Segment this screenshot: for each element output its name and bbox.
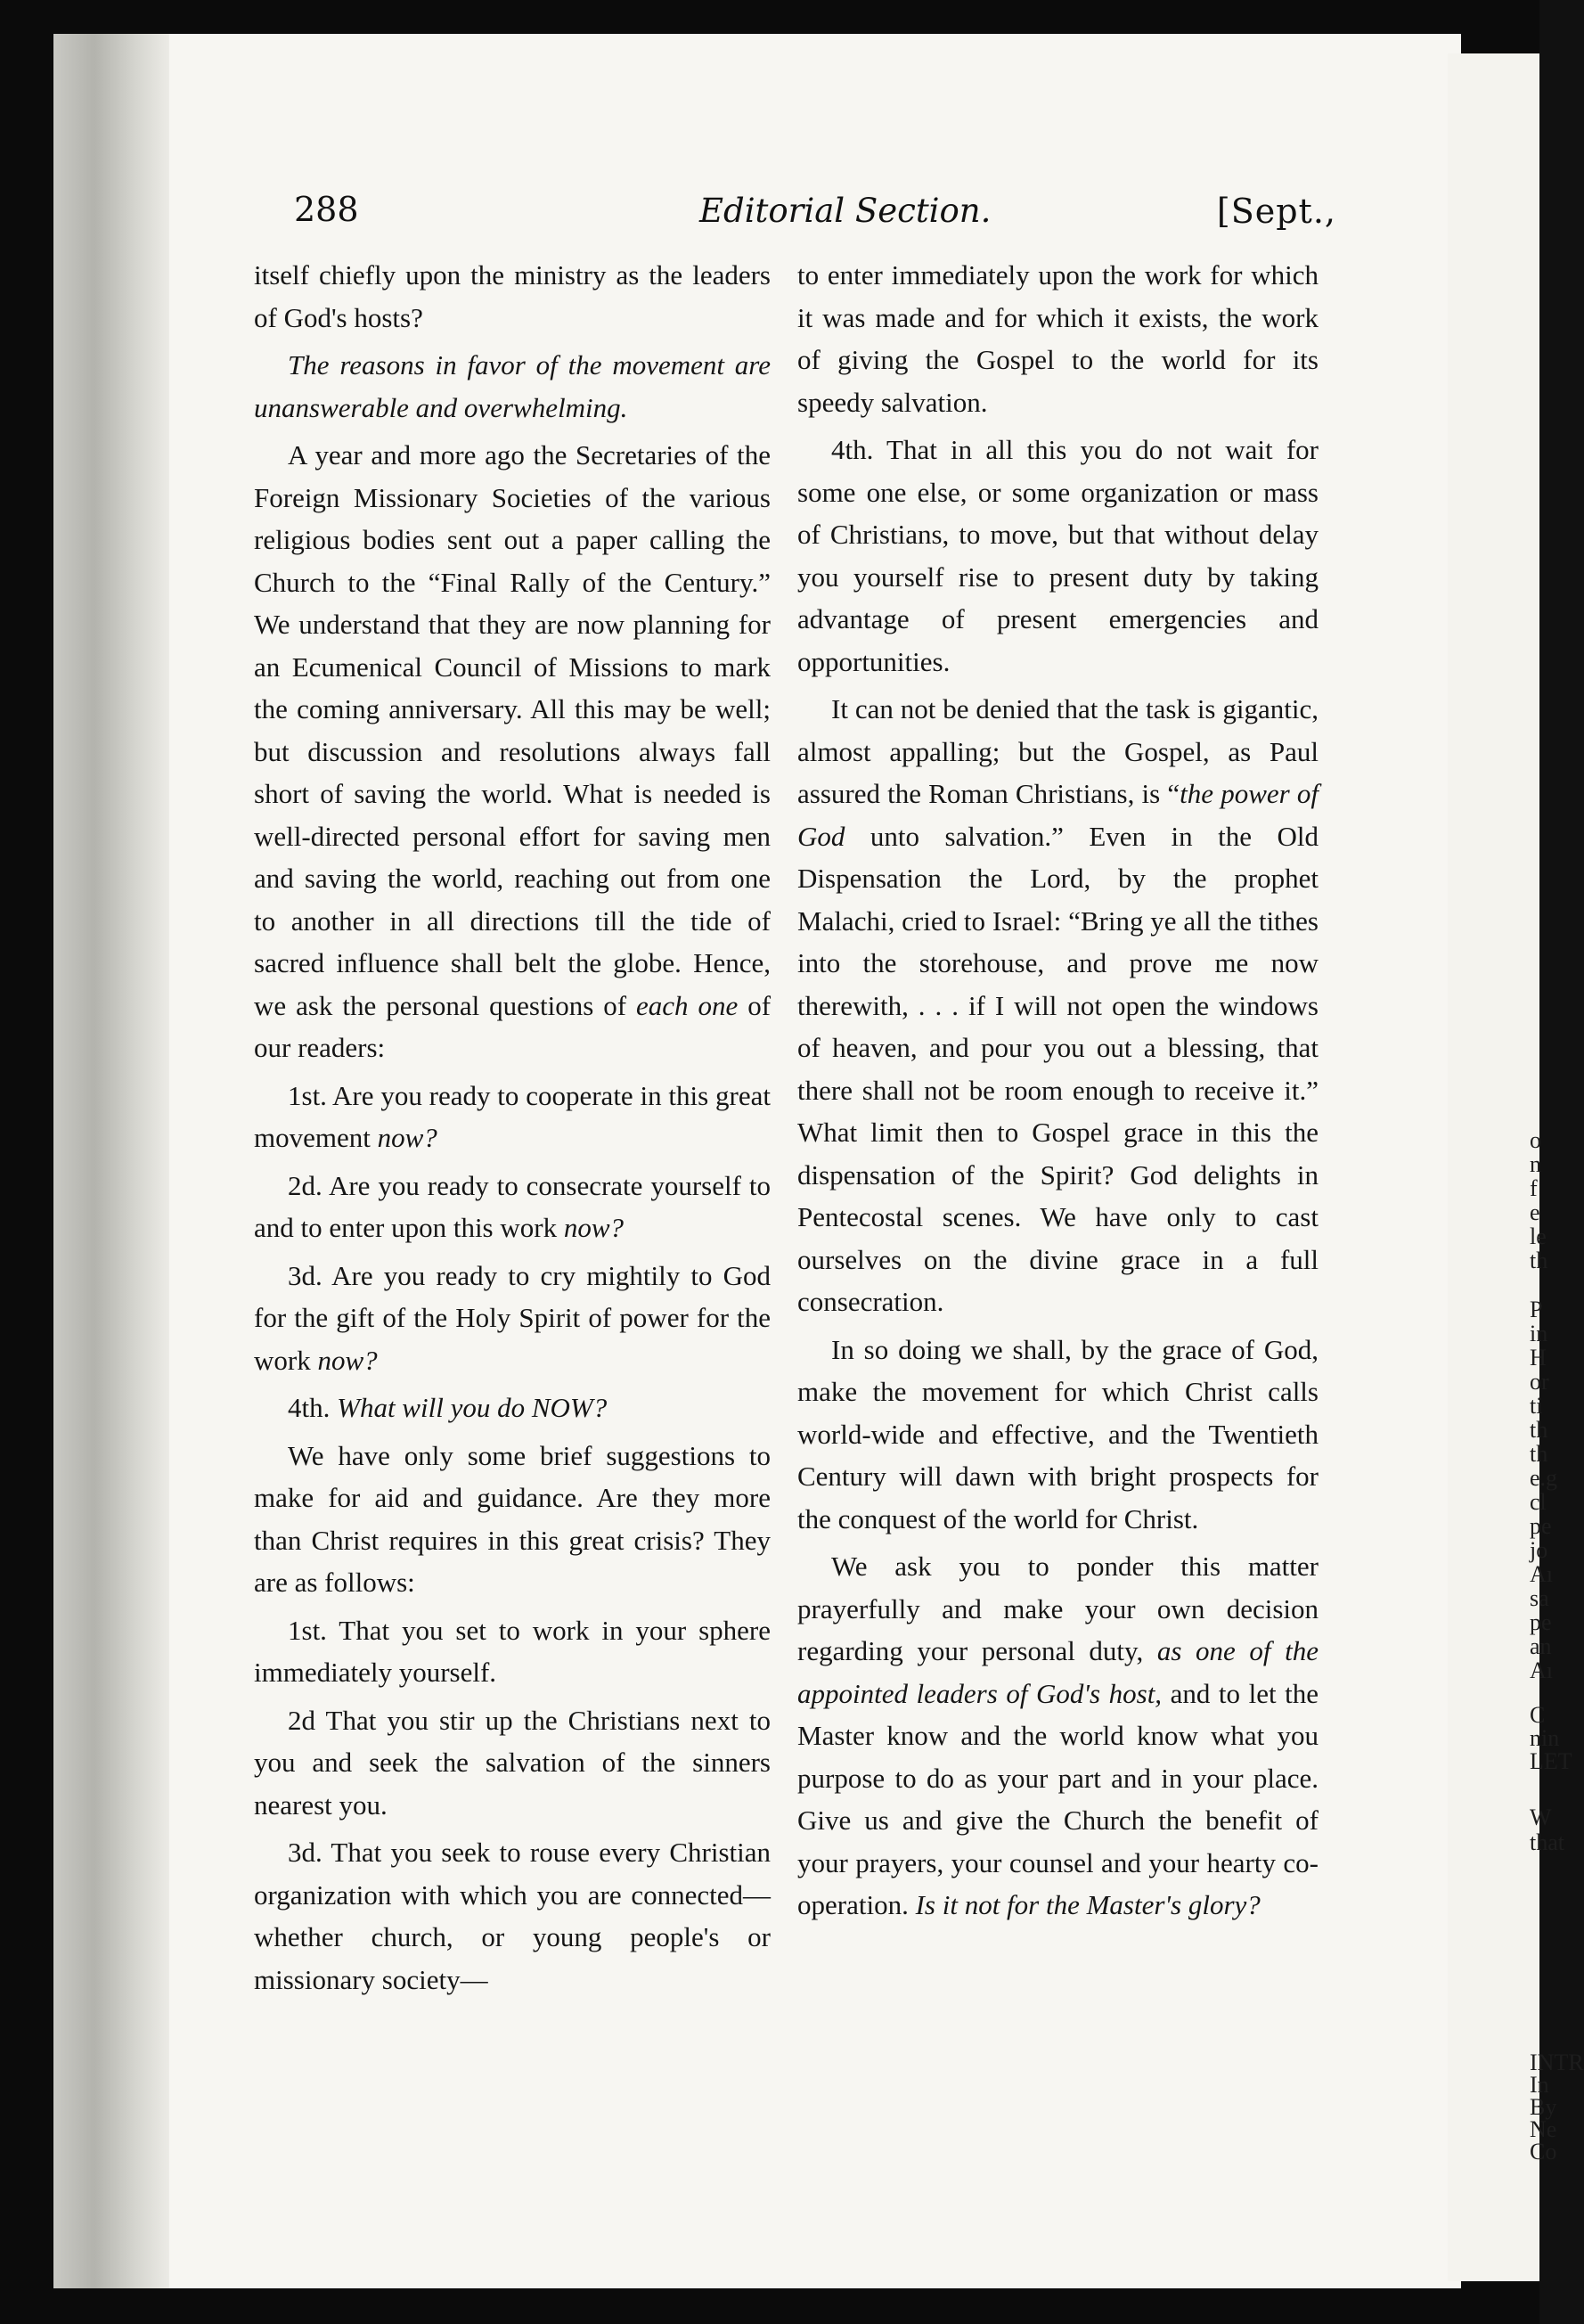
facing-fragment: that	[1530, 1829, 1564, 1855]
suggestion-2: 2d That you stir up the Christians next to you and seek the salvation of the sinners nearest you.	[254, 1704, 771, 1821]
facing-fragment: ti	[1530, 1393, 1543, 1419]
right-paragraph-2: 4th. That in all this you do not wait for some one else, or some organization or mass of Christians, to move, but that without delay you yourself rise to present duty by taking advantage of present emergencies and opportunities.	[797, 434, 1319, 677]
facing-fragment: Co	[1530, 2139, 1557, 2164]
right-paragraph-1: to enter immediately upon the work for which it was made and for which it exists, the work of giving the Gospel to the world for its speedy salvation.	[797, 259, 1319, 418]
question-2: 2d. Are you ready to consecrate yourself to and to enter upon this work now?	[254, 1169, 771, 1243]
facing-fragment: f	[1530, 1175, 1538, 1201]
month-label: [Sept.,	[1216, 192, 1336, 231]
facing-fragment: cl	[1530, 1489, 1547, 1515]
facing-fragment: By	[1530, 2094, 1557, 2120]
facing-fragment: W	[1530, 1804, 1552, 1830]
facing-fragment: sa	[1530, 1585, 1549, 1611]
page-binding-shadow	[53, 34, 169, 2288]
facing-fragment: th	[1530, 1441, 1548, 1467]
facing-fragment: LET	[1530, 1748, 1572, 1774]
facing-fragment: le	[1530, 1223, 1547, 1249]
facing-fragment: th	[1530, 1248, 1548, 1273]
left-column	[254, 254, 771, 2001]
facing-fragment: th	[1530, 1417, 1548, 1443]
facing-fragment: Aı	[1530, 1657, 1553, 1683]
facing-fragment: pe	[1530, 1513, 1552, 1539]
facing-fragment: or	[1530, 1369, 1549, 1395]
facing-fragment: INTR	[1530, 2050, 1584, 2075]
facing-fragment: P	[1530, 1297, 1543, 1322]
question-3: 3d. Are you ready to cry mightily to God for the gift of the Holy Spirit of power for the work now?	[254, 1259, 771, 1376]
left-paragraph-3: A year and more ago the Secretaries of the Foreign Missionary Societies of the various religious bodies sent out a paper calling the Church to the “Final Rally of the Century.” We understand that they are now planning for an Ecumenical Council of Missions to mark the coming anniversary. All this may be well; but discussion and resolutions always fall short of saving the world. What is needed is well-directed personal effort for saving men and saving the world, reaching out from one to another in all directions till the tide of sacred influence shall belt the globe. Hence, we ask the personal questions of each one of our readers:	[254, 439, 772, 1063]
section-title: Editorial Section.	[699, 192, 992, 230]
right-paragraph-3: It can not be denied that the task is gigantic, almost appalling; but the Gospel, as Paul assured the Roman Christians, is “the power of God unto salvation.” Even in the Old Dispensation the Lord, by the prophet Malachi, cried to Israel: “Bring ye all the tithes into the storehouse, and prove me now therewith, . . . if I will not open the windows of heaven, and pour you out a blessing, that there shall not be room enough to receive it.” What limit then to Gospel grace in this the dispensation of the Spirit? God delights in Pentecostal scenes. We have only to cast ourselves on the divine grace in a full consecration.	[797, 693, 1319, 1317]
facing-fragment: jo	[1530, 1537, 1548, 1563]
facing-fragment: pe	[1530, 1609, 1552, 1635]
facing-fragment: nin	[1530, 1725, 1560, 1751]
right-paragraph-4: In so doing we shall, by the grace of God, make the movement for which Christ calls world-wide and effective, and the Twentieth Century will dawn with bright prospects for the conquest of the world for Christ.	[797, 1333, 1319, 1534]
suggestion-3: 3d. That you seek to rouse every Christian organization with which you are connected—whether church, or young people's or missionary society—	[254, 1837, 771, 1995]
left-paragraph-2: The reasons in favor of the movement are unanswerable and overwhelming.	[254, 349, 771, 423]
question-4: 4th. What will you do NOW?	[288, 1392, 608, 1423]
right-paragraph-5: We ask you to ponder this matter prayerfully and make your own decision regarding your personal duty, as one of the appointed leaders of God's host, and to let the Master know and the world know what you purpose to do as your part and in your place. Give us and give the Church the benefit of your prayers, your counsel and your hearty co-operation. Is it not for the Master's glory?	[797, 1551, 1319, 1920]
facing-fragment: C	[1530, 1702, 1546, 1728]
left-paragraph-1: itself chiefly upon the ministry as the leaders of God's hosts?	[254, 259, 771, 333]
facing-fragment: n	[1530, 1151, 1541, 1177]
facing-fragment: Aı	[1530, 1561, 1553, 1587]
facing-page-edge	[1448, 53, 1584, 2281]
left-paragraph-4: We have only some brief suggestions to make for aid and guidance. Are they more than Christ requires in this great crisis? They are as follows:	[254, 1439, 771, 1598]
facing-fragment: H	[1530, 1345, 1547, 1371]
facing-fragment: e	[1530, 1199, 1540, 1225]
running-header	[294, 183, 1336, 236]
facing-fragment: an	[1530, 1633, 1552, 1659]
question-1: 1st. Are you ready to cooperate in this great movement now?	[254, 1079, 771, 1153]
book-page	[53, 34, 1461, 2288]
facing-fragment: in	[1530, 1321, 1548, 1346]
page-number: 288	[294, 190, 359, 229]
facing-fragment: o	[1530, 1127, 1541, 1153]
facing-fragment: Ne	[1530, 2116, 1557, 2142]
facing-fragment: In	[1530, 2072, 1549, 2098]
facing-fragment: e.g	[1530, 1465, 1558, 1491]
suggestion-1: 1st. That you set to work in your sphere immediately yourself.	[254, 1614, 771, 1688]
right-column	[797, 254, 1319, 1927]
